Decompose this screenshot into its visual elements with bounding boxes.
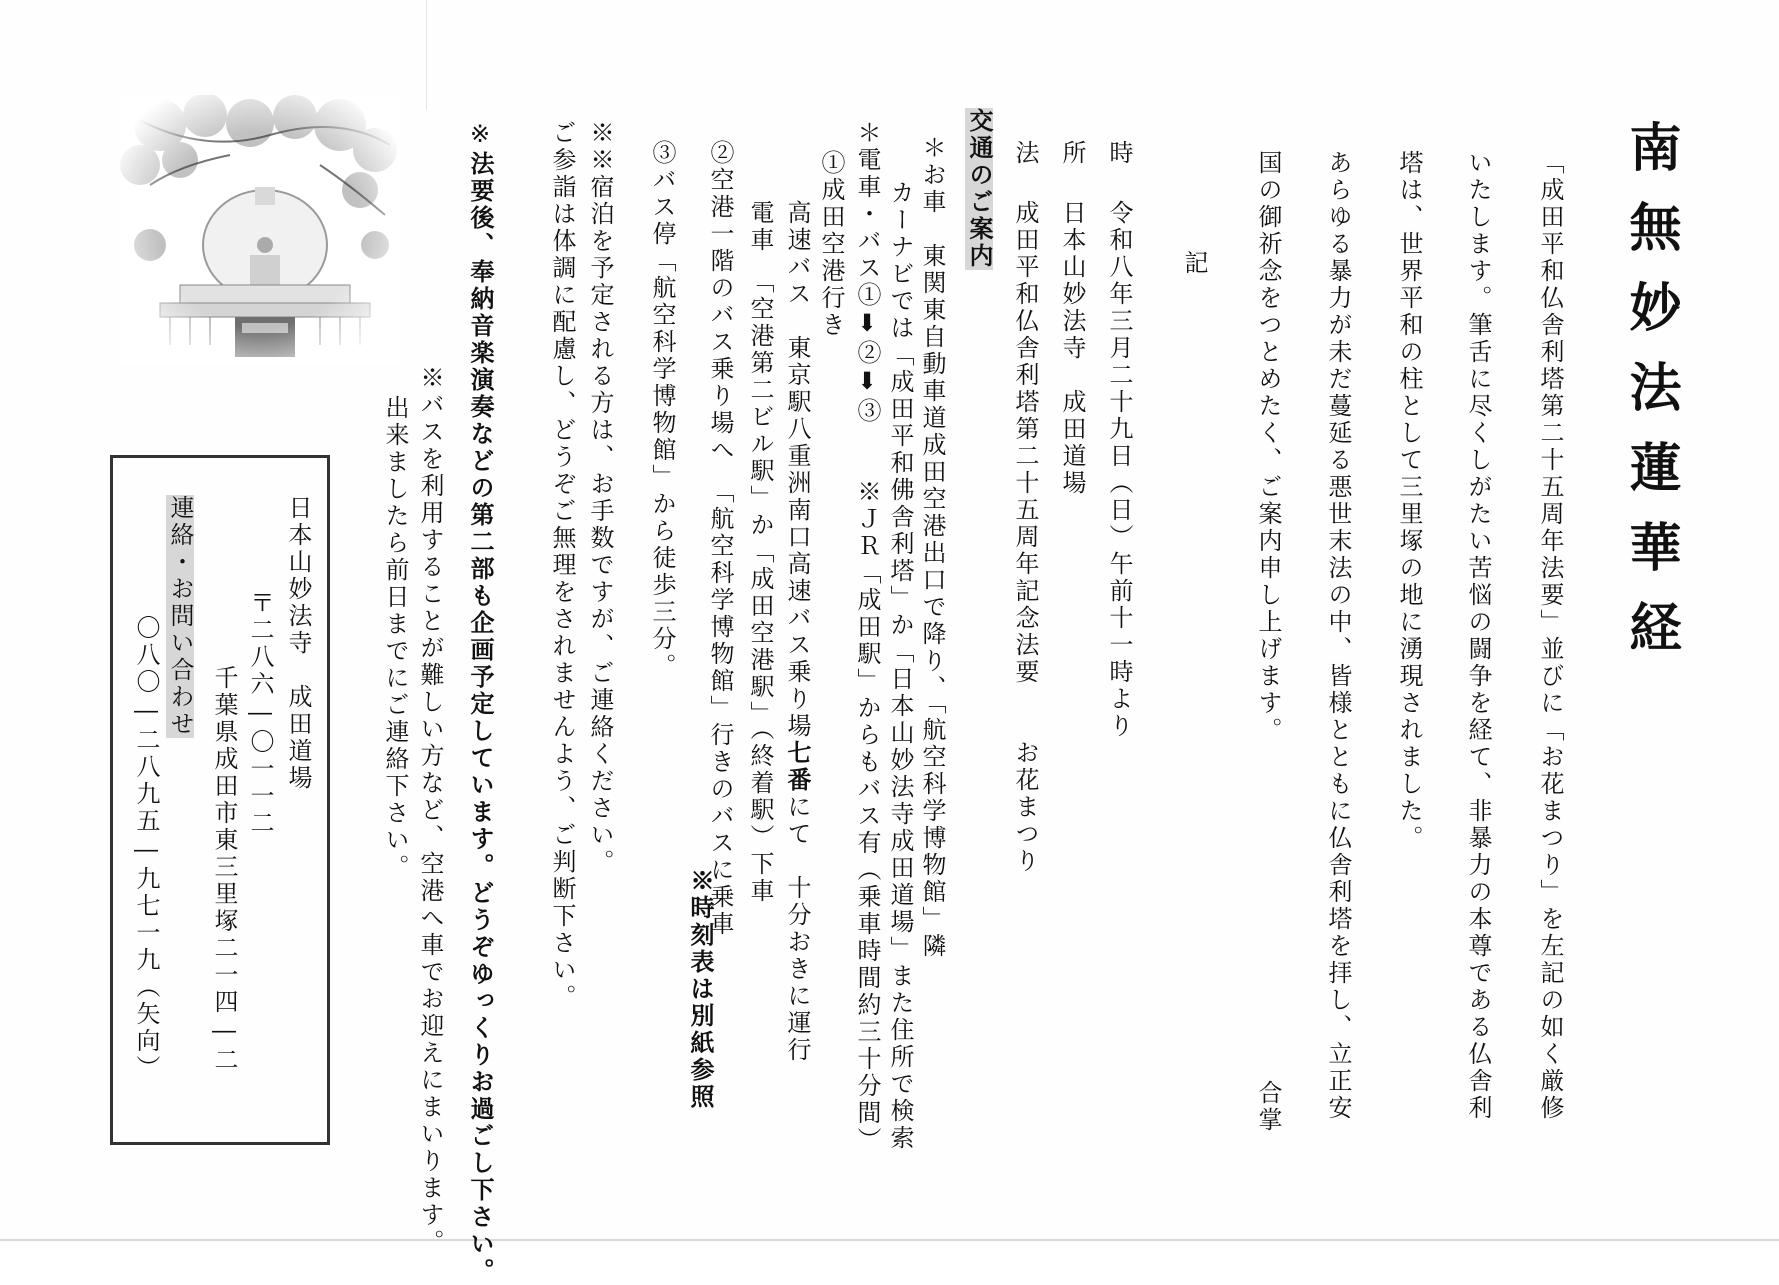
transport-train-1: ＊電車・バス①⬇②⬇③ ※ＪＲ「成田駅」からもバス有（乗車時間約三十分間） bbox=[853, 120, 881, 1154]
service-value: 成田平和仏舎利塔第二十五周年記念法要 お花まつり bbox=[1011, 200, 1039, 875]
transport-route-3: ③バス停「航空科学博物館」から徒歩三分。 bbox=[648, 140, 676, 680]
time-value: 令和八年三月二十九日（日）午前十一時より bbox=[1105, 200, 1133, 740]
service-label: 法 bbox=[1011, 140, 1039, 167]
fold-line bbox=[426, 0, 427, 110]
note-2 bbox=[550, 120, 574, 1011]
transport-route-1a bbox=[783, 200, 812, 1064]
note-2-text: ご参詣は体調に配慮し、どうぞご無理をされませんよう、ご判断下さい。 bbox=[548, 120, 576, 1011]
gassho: 合掌 bbox=[1254, 1080, 1282, 1134]
note-1: ※※宿泊を予定される方は、お手数ですが、ご連絡ください。 bbox=[586, 120, 614, 876]
greeting-line-3: 塔は、世界平和の柱として三里塚の地に湧現されました。 bbox=[1395, 150, 1423, 852]
time-label: 時 bbox=[1105, 140, 1133, 167]
transport-route-1a-end: にて 十分おきに運行 bbox=[783, 794, 811, 1064]
transport-car-1: ＊お車 東関東自動車道成田空港出口で降り、「航空科学博物館」隣 bbox=[918, 135, 946, 960]
contact-label: 連絡・お問い合わせ bbox=[166, 495, 194, 738]
place-label: 所 bbox=[1058, 140, 1086, 167]
contact-phone: 〇八〇―二八九五―九七一九（矢向） bbox=[132, 615, 160, 1082]
transport-route-1b: 電車 「空港第二ビル駅」か「成田空港駅」（終着駅）下車 bbox=[746, 200, 774, 905]
ki-mark: 記 bbox=[1180, 250, 1208, 277]
contact-address: 千葉県成田市東三里塚二一四―二 bbox=[210, 665, 238, 1074]
document-title: 南無妙法蓮華経 bbox=[1620, 120, 1681, 680]
transport-car-2: カーナビでは「成田平和佛舎利塔」か「日本山妙法寺成田道場」また住所で検索 bbox=[886, 180, 914, 1152]
note-3 bbox=[466, 120, 495, 1285]
transport-route-1a-bold: 七番 bbox=[783, 740, 812, 794]
greeting-line-2: いたします。筆舌に尽くしがたい苦悩の闘争を経て、非暴力の本尊である仏舎利 bbox=[1464, 150, 1492, 1122]
transport-route-1a-text: 高速バス 東京駅八重洲南口高速バス乗り場 bbox=[783, 200, 811, 740]
place-value: 日本山妙法寺 成田道場 bbox=[1058, 200, 1086, 497]
greeting-line-5: 国の御祈念をつとめたく、ご案内申し上げます。 bbox=[1254, 150, 1282, 744]
contact-postal: 〒二八六―〇一一二 bbox=[246, 590, 274, 837]
greeting-line-1: 「成田平和仏舎利塔第二十五周年法要」並びに「お花まつり」を左記の如く厳修 bbox=[1536, 150, 1564, 1122]
note-3-prefix: ※ bbox=[466, 120, 494, 151]
transport-route-2: ②空港一階のバス乗り場へ 「航空科学博物館」行きのバスに乗車 bbox=[706, 140, 734, 938]
page-bottom-edge bbox=[0, 1239, 1779, 1241]
note-3-text: 法要後、奉納音楽演奏などの第二部も企画予定しています。どうぞゆっくりお過ごし下さい。 bbox=[466, 151, 495, 1285]
greeting-line-4: あらゆる暴力が未だ蔓延る悪世末法の中、皆様とともに仏舎利塔を拝し、立正安 bbox=[1324, 150, 1352, 1122]
transport-heading: 交通のご案内 bbox=[965, 108, 994, 270]
contact-org: 日本山妙法寺 成田道場 bbox=[284, 495, 312, 792]
timetable-note: ※時刻表は別紙参照 bbox=[686, 868, 715, 1111]
note-4: ※バスを利用することが難しい方など、空港へ車でお迎えにまいります。 bbox=[416, 365, 444, 1256]
pagoda-photo bbox=[120, 95, 400, 365]
transport-route-1: ①成田空港行き bbox=[817, 150, 845, 339]
note-5: 出来ましたら前日までにご連絡下さい。 bbox=[381, 395, 409, 881]
